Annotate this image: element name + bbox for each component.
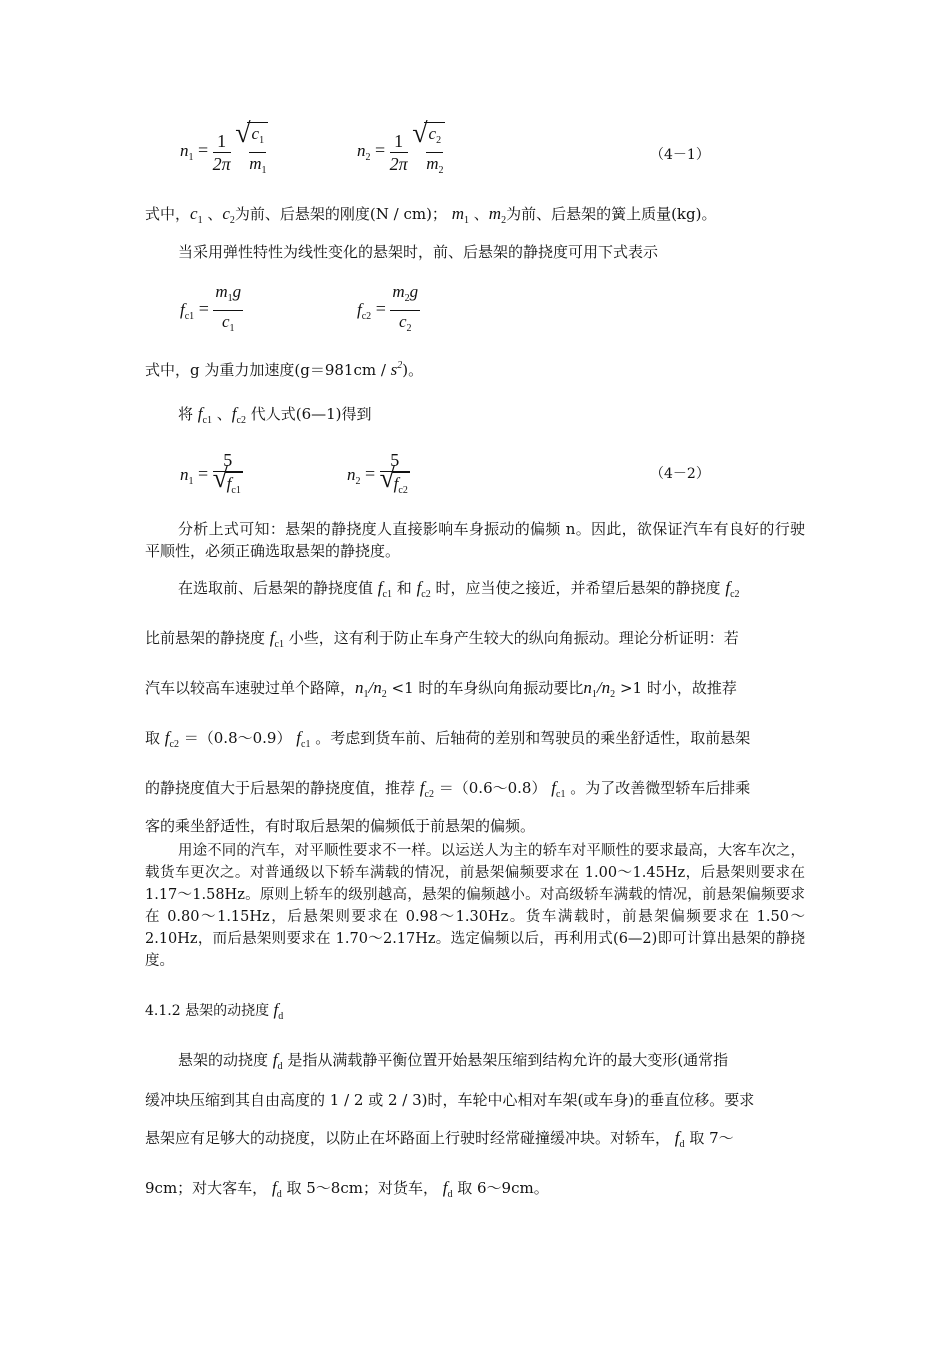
- equation-n2-fc: $n_2$ = 5 √ $f_{c2}$: [347, 449, 410, 502]
- equation-n1-fc: $n_1$ = 5 √ $f_{c1}$: [180, 449, 243, 502]
- text-line: 悬架应有足够大的动挠度，以防止在坏路面上行驶时经常碰撞缓冲块。对轿车， $f_d$ 取 7～: [145, 1128, 734, 1150]
- equation-fc1: $f_{c1}$ = $\frac{m_1g}{c_1}$: [180, 282, 242, 334]
- text-line: 取 $f_{c2}$ ＝（0.8～0.9） $f_{c1}$ 。考虑到货车前、后轴荷的差别和驾驶员的乘坐舒适性，取前悬架: [145, 728, 751, 750]
- text-line: 当采用弹性特性为线性变化的悬架时，前、后悬架的静挠度可用下式表示: [178, 243, 659, 261]
- text-line: 客的乘坐舒适性，有时取后悬架的偏频低于前悬架的偏频。: [145, 817, 536, 835]
- text-line: 在选取前、后悬架的静挠度值 $f_{c1}$ 和 $f_{c2}$ 时，应当使之接近，并希望后悬架的静挠度 $f_{c2}$: [178, 578, 740, 600]
- text-line: 将 $f_{c1}$ 、$f_{c2}$ 代人式(6—1)得到: [178, 404, 372, 426]
- equation-fc2: $f_{c2}$ = $\frac{m_2g}{c_2}$: [357, 282, 419, 334]
- text-line: 的静挠度值大于后悬架的静挠度值，推荐 $f_{c2}$ ＝（0.6～0.8） $f_{c1}$ 。为了改善微型轿车后排乘: [145, 778, 751, 800]
- text-line: 9cm；对大客车， $f_d$ 取 5～8cm；对货车， $f_d$ 取 6～9cm。: [145, 1178, 549, 1200]
- text-line: 悬架的动挠度 $f_d$ 是指从满载静平衡位置开始悬架压缩到结构允许的最大变形(通常指: [178, 1050, 729, 1072]
- section-heading: 4.1.2 悬架的动挠度 $f_d$: [145, 1000, 284, 1022]
- text-line: 式中，$c_1$ 、$c_2$为前、后悬架的刚度(N / cm)； $m_1$ 、$m_2$为前、后悬架的簧上质量(kg)。: [145, 204, 717, 226]
- equation-n2: $n_2$ = $\frac{1}{2\pi}$ √ $\frac{c_2}{m_2}$: [357, 122, 445, 182]
- text-line: 比前悬架的静挠度 $f_{c1}$ 小些，这有利于防止车身产生较大的纵向角振动。理论分析证明：若: [145, 628, 739, 650]
- paragraph-frequency: 用途不同的汽车，对平顺性要求不一样。以运送人为主的轿车对平顺性的要求最高，大客车次之，载货车更次之。对普通级以下轿车满载的情况，前悬架偏频要求在 1.00～1.45Hz，后悬架则要求在 1.17～1.58Hz。原则上轿车的级别越高，悬架的偏频越小。对高级轿车满载的情况，前悬架偏频要求在 0.80～1.15Hz，后悬架则要求在 0.98～1.30Hz。货车满载时，前悬架偏频要求在 1.50～2.10Hz，而后悬架则要求在 1.70～2.17Hz。选定偏频以后，再利用式(6—2)即可计算出悬架的静挠度。: [145, 843, 805, 969]
- text-line: 缓冲块压缩到其自由高度的 1 / 2 或 2 / 3)时，车轮中心相对车架(或车身)的垂直位移。要求: [145, 1091, 755, 1109]
- equation-n1: $n_1$ = $\frac{1}{2\pi}$ √ $\frac{c_1}{m_1}$: [180, 122, 268, 182]
- paragraph-analysis: 分析上式可知：悬架的静挠度人直接影响车身振动的偏频 n。因此，欲保证汽车有良好的行驶平顺性，必须正确选取悬架的静挠度。: [145, 520, 805, 560]
- equation-number-4-2: （4－2）: [650, 466, 710, 482]
- text-line: 汽车以较高车速驶过单个路障，$n_1/n_2 <1$ 时的车身纵向角振动要比$n_1/n_2 >1$ 时小，故推荐: [145, 678, 737, 700]
- equation-number-4-1: （4－1）: [650, 147, 710, 163]
- text-line: 式中，g 为重力加速度$(g=981cm / s^2)$。: [145, 360, 424, 379]
